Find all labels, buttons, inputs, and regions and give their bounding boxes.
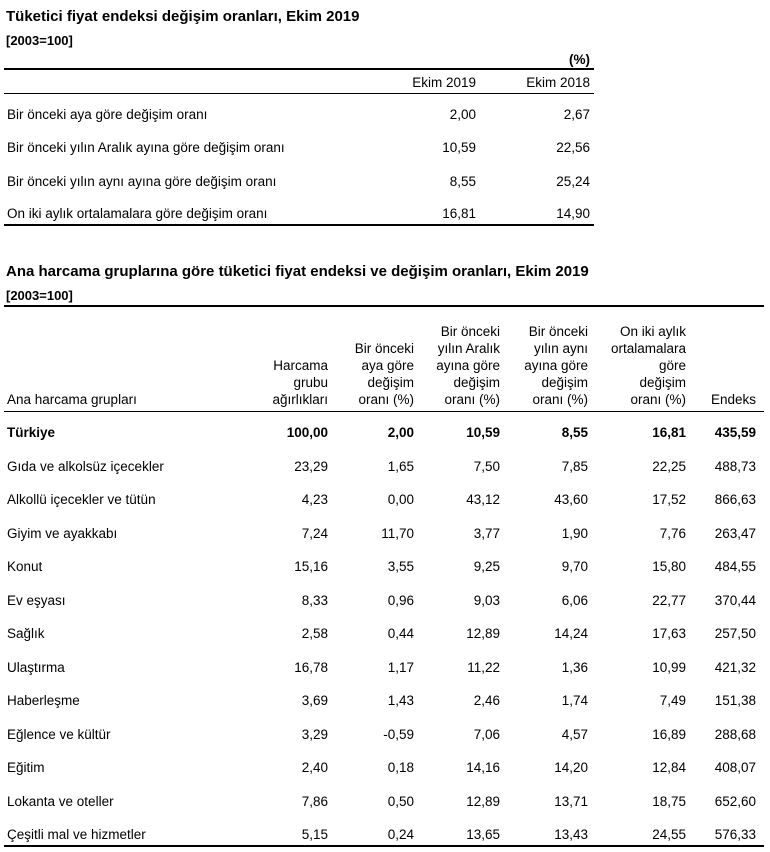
row-group-name: Haberleşme <box>7 693 80 708</box>
row-index: 488,73 <box>714 459 756 474</box>
header-index: Endeks <box>710 392 756 407</box>
table2-title: Ana harcama gruplarına göre tüketici fiyat endeksi ve değişim oranları, Ekim 2019 <box>6 263 589 280</box>
row-weight: 3,69 <box>301 693 328 708</box>
row-average-change: 17,52 <box>652 492 686 507</box>
row-monthly-change: 1,65 <box>387 459 414 474</box>
row-weight: 23,29 <box>294 459 328 474</box>
row-annual-change: 13,71 <box>554 794 588 809</box>
table1-value-ekim-2019: 16,81 <box>442 206 476 221</box>
header-line: oranı (%) <box>532 392 588 407</box>
row-index: 421,32 <box>714 660 756 675</box>
row-weight: 3,29 <box>301 727 328 742</box>
table1-header-rule <box>4 93 594 94</box>
row-monthly-change: 3,55 <box>387 559 414 574</box>
row-annual-change: 4,57 <box>561 727 588 742</box>
row-average-change: 16,89 <box>652 727 686 742</box>
row-weight: 16,78 <box>294 660 328 675</box>
row-index: 408,07 <box>714 760 756 775</box>
header-line: değişim <box>453 375 500 390</box>
row-annual-change: 7,85 <box>561 459 588 474</box>
row-weight: 15,16 <box>294 559 328 574</box>
row-annual-change: 8,55 <box>561 425 588 440</box>
row-december-change: 12,89 <box>466 626 500 641</box>
table1-value-ekim-2019: 8,55 <box>449 174 476 189</box>
row-average-change: 24,55 <box>652 827 686 842</box>
row-monthly-change: 0,18 <box>387 760 414 775</box>
table1-subtitle: [2003=100] <box>6 33 73 48</box>
table1-col-header: Ekim 2019 <box>412 75 476 90</box>
row-group-name: Giyim ve ayakkabı <box>7 526 118 541</box>
header-line: değişim <box>367 375 414 390</box>
row-group-name: Türkiye <box>7 425 56 440</box>
header-line: ayına göre <box>524 358 588 373</box>
row-average-change: 12,84 <box>652 760 686 775</box>
header-line: yılın Aralık <box>437 341 500 356</box>
table1-row-label: Bir önceki yılın aynı ayına göre değişim oranı <box>7 174 277 189</box>
header-line: aya göre <box>361 358 414 373</box>
row-annual-change: 1,36 <box>561 660 588 675</box>
row-group-name: Ulaştırma <box>7 660 65 675</box>
row-weight: 7,86 <box>301 794 328 809</box>
header-line: değişim <box>639 375 686 390</box>
row-december-change: 3,77 <box>473 526 500 541</box>
table1-value-ekim-2019: 2,00 <box>449 107 476 122</box>
row-average-change: 7,76 <box>659 526 686 541</box>
row-group-name: Sağlık <box>7 626 45 641</box>
table1-value-ekim-2018: 14,90 <box>556 206 590 221</box>
row-weight: 100,00 <box>286 425 328 440</box>
row-group-name: Eğitim <box>7 760 45 775</box>
row-group-name: Eğlence ve kültür <box>7 727 111 742</box>
row-average-change: 10,99 <box>652 660 686 675</box>
header-monthly-change <box>330 305 414 408</box>
row-group-name: Lokanta ve oteller <box>7 794 114 809</box>
row-monthly-change: 0,24 <box>387 827 414 842</box>
header-line: Bir önceki <box>528 324 588 339</box>
table1-top-rule <box>4 68 594 70</box>
row-average-change: 18,75 <box>652 794 686 809</box>
row-group-name: Gıda ve alkolsüz içecekler <box>7 459 164 474</box>
row-monthly-change: 0,00 <box>387 492 414 507</box>
table1-row-label: On iki aylık ortalamalara göre değişim oranı <box>7 206 268 221</box>
row-average-change: 22,25 <box>652 459 686 474</box>
header-line: Harcama <box>273 358 328 373</box>
row-annual-change: 14,20 <box>554 760 588 775</box>
row-weight: 7,24 <box>301 526 328 541</box>
row-weight: 2,58 <box>301 626 328 641</box>
row-annual-change: 1,74 <box>561 693 588 708</box>
header-line: Bir önceki <box>440 324 500 339</box>
row-average-change: 17,63 <box>652 626 686 641</box>
row-index: 151,38 <box>714 693 756 708</box>
table1-value-ekim-2018: 2,67 <box>563 107 590 122</box>
row-index: 652,60 <box>714 794 756 809</box>
row-december-change: 12,89 <box>466 794 500 809</box>
header-line: yılın aynı <box>533 341 588 356</box>
header-line: ayına göre <box>436 358 500 373</box>
header-line: Bir önceki <box>354 341 414 356</box>
table1-value-ekim-2018: 25,24 <box>556 174 590 189</box>
row-average-change: 7,49 <box>659 693 686 708</box>
header-december-change <box>418 305 500 408</box>
header-line: değişim <box>541 375 588 390</box>
row-annual-change: 43,60 <box>554 492 588 507</box>
row-annual-change: 13,43 <box>554 827 588 842</box>
header-line: oranı (%) <box>630 392 686 407</box>
row-monthly-change: 0,96 <box>387 593 414 608</box>
row-december-change: 11,22 <box>467 660 500 675</box>
row-index: 257,50 <box>714 626 756 641</box>
table1-col-header: Ekim 2018 <box>526 75 590 90</box>
row-group-name: Alkollü içecekler ve tütün <box>7 492 156 507</box>
header-line: ortalamalara <box>610 341 686 356</box>
row-monthly-change: 11,70 <box>381 526 414 541</box>
row-monthly-change: 1,43 <box>387 693 414 708</box>
row-annual-change: 14,24 <box>554 626 588 641</box>
row-annual-change: 1,90 <box>561 526 588 541</box>
header-annual-change <box>504 305 588 408</box>
row-group-name: Konut <box>7 559 43 574</box>
row-monthly-change: 2,00 <box>387 425 414 440</box>
table1-row-label: Bir önceki aya göre değişim oranı <box>7 107 208 122</box>
table1-value-ekim-2018: 22,56 <box>556 140 590 155</box>
row-index: 484,55 <box>714 559 756 574</box>
header-twelve-month-average <box>590 305 686 408</box>
table1-row-label: Bir önceki yılın Aralık ayına göre değişim oranı <box>7 140 285 155</box>
row-annual-change: 9,70 <box>561 559 588 574</box>
row-december-change: 7,50 <box>473 459 500 474</box>
row-index: 370,44 <box>714 593 756 608</box>
row-december-change: 2,46 <box>473 693 500 708</box>
header-line: oranı (%) <box>358 392 414 407</box>
row-monthly-change: -0,59 <box>383 727 414 742</box>
row-december-change: 13,65 <box>466 827 500 842</box>
row-weight: 2,40 <box>301 760 328 775</box>
row-index: 576,33 <box>714 827 756 842</box>
row-monthly-change: 0,50 <box>387 794 414 809</box>
row-index: 288,68 <box>714 727 756 742</box>
row-december-change: 43,12 <box>466 492 500 507</box>
row-index: 435,59 <box>714 425 756 440</box>
row-december-change: 7,06 <box>473 727 500 742</box>
header-group: Ana harcama grupları <box>7 392 137 407</box>
row-december-change: 9,25 <box>473 559 500 574</box>
table2-subtitle: [2003=100] <box>6 288 73 303</box>
header-weight <box>240 305 328 408</box>
table2-header-rule <box>4 411 764 412</box>
row-group-name: Ev eşyası <box>7 593 66 608</box>
table1-unit: (%) <box>569 52 590 67</box>
header-line: oranı (%) <box>444 392 500 407</box>
table1-value-ekim-2019: 10,59 <box>442 140 476 155</box>
row-monthly-change: 1,17 <box>387 660 414 675</box>
row-average-change: 22,77 <box>652 593 686 608</box>
table1-title: Tüketici fiyat endeksi değişim oranları, Ekim 2019 <box>6 8 360 25</box>
row-annual-change: 6,06 <box>561 593 588 608</box>
row-weight: 8,33 <box>301 593 328 608</box>
row-monthly-change: 0,44 <box>387 626 414 641</box>
table1-bottom-rule <box>4 224 594 226</box>
row-index: 866,63 <box>714 492 756 507</box>
row-average-change: 16,81 <box>652 425 686 440</box>
row-average-change: 15,80 <box>652 559 686 574</box>
row-group-name: Çeşitli mal ve hizmetler <box>7 827 146 842</box>
row-weight: 5,15 <box>301 827 328 842</box>
row-december-change: 10,59 <box>466 425 500 440</box>
row-december-change: 14,16 <box>466 760 500 775</box>
header-line: göre <box>658 358 686 373</box>
row-december-change: 9,03 <box>473 593 500 608</box>
table2-bottom-rule <box>4 845 764 847</box>
header-line: On iki aylık <box>619 324 686 339</box>
row-index: 263,47 <box>714 526 756 541</box>
row-weight: 4,23 <box>301 492 328 507</box>
header-line: grubu <box>293 375 328 390</box>
header-line: ağırlıkları <box>272 392 328 407</box>
